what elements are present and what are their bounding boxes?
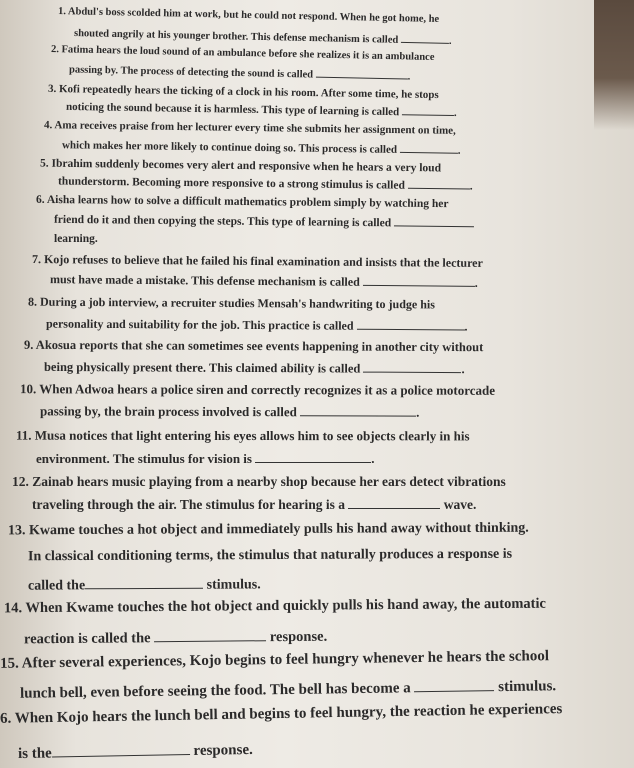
question-3-line-2: noticing the sound because it is harmless. This type of learning is called .: [65, 100, 457, 120]
question-5-line-1: 5. Ibrahim suddenly becomes very alert and responsive when he hears a very loud: [39, 157, 442, 175]
question-2-line-2: passing by. The process of detecting the sound is called .: [68, 64, 411, 83]
question-1-line-1: 1. Abdul's boss scolded him at work, but he could not respond. When he got home, he: [57, 6, 440, 25]
question-7-line-2: must have made a mistake. This defense mechanism is called .: [49, 272, 478, 290]
question-12-line-2: traveling through the air. The stimulus for hearing is a wave.: [32, 497, 477, 512]
question-6-line-3: learning.: [54, 233, 98, 245]
question-4-line-1: 4. Ama receives praise from her lecturer every time she submits her assignment on time,: [43, 119, 456, 137]
question-12-line-1: 12. Zainab hears music playing from a nearby shop because her ears detect vibrations: [12, 474, 506, 489]
question-7-line-1: 7. Kojo refuses to believe that he failed his final examination and insists that the lecturer: [31, 252, 483, 270]
question-1-line-2: shouted angrily at his younger brother. This defense mechanism is called .: [73, 28, 452, 47]
question-16-line-2: is the response.: [17, 741, 253, 763]
question-9-line-1: 9. Akosua reports that she can sometimes see events happening in another city without: [23, 337, 484, 355]
question-13-line-1: 13. Kwame touches a hot object and immediately pulls his hand away without thinking.: [7, 520, 529, 539]
question-6-line-1: 6. Aisha learns how to solve a difficult mathematics problem simply by watching her: [35, 193, 449, 211]
question-8-line-1: 8. During a job interview, a recruiter studies Mensah's handwriting to judge his: [27, 294, 435, 312]
question-10-line-1: 10. When Adwoa hears a police siren and correctly recognizes it as a police motorcade: [19, 381, 496, 398]
question-11-line-2: environment. The stimulus for vision is .: [36, 451, 375, 466]
question-4-line-2: which makes her more likely to continue doing so. This process is called .: [61, 139, 461, 157]
question-9-line-2: being physically present there. This claimed ability is called .: [43, 359, 465, 377]
question-8-line-2: personality and suitability for the job. This practice is called .: [45, 316, 468, 334]
question-13-line-2: In classical conditioning terms, the stimulus that naturally produces a response is: [27, 546, 513, 565]
question-15-line-2: lunch bell, even before seeing the food. The bell has become a stimulus.: [19, 678, 557, 702]
question-14-line-2: reaction is called the response.: [23, 628, 328, 648]
question-16-line-1: 6. When Kojo hears the lunch bell and begins to feel hungry, the reaction he experiences: [0, 701, 563, 727]
question-5-line-2: thunderstorm. Becoming more responsive to a strong stimulus is called .: [57, 175, 473, 193]
question-11-line-1: 11. Musa notices that light entering his eyes allows him to see objects clearly in his: [15, 427, 470, 444]
question-6-line-2: friend do it and then copying the steps. This type of learning is called: [54, 214, 474, 230]
question-14-line-1: 14. When Kwame touches the hot object and quickly pulls his hand away, the automatic: [3, 595, 547, 617]
question-13-line-3: called the stimulus.: [27, 577, 261, 594]
question-10-line-2: passing by, the brain process involved is called .: [39, 403, 420, 420]
question-15-line-1: 15. After several experiences, Kojo begins to feel hungry whenever he hears the school: [0, 648, 550, 672]
question-2-line-1: 2. Fatima hears the loud sound of an ambulance before she realizes it is an ambulance: [50, 43, 435, 64]
question-3-line-1: 3. Kofi repeatedly hears the ticking of a clock in his room. After some time, he stops: [47, 82, 439, 102]
